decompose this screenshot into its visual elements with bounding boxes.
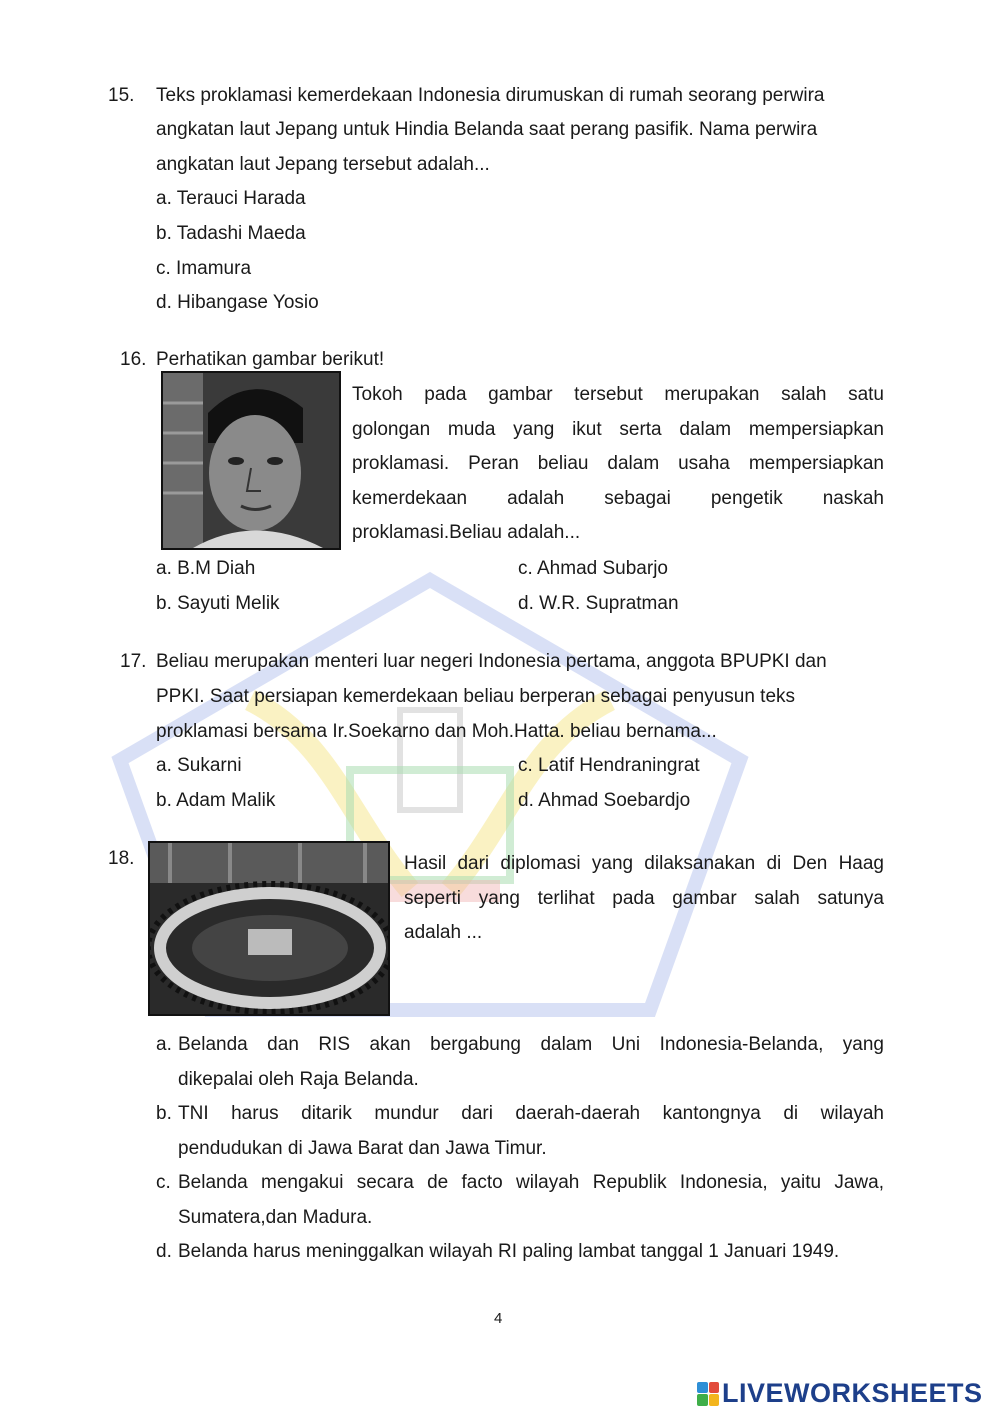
question-16-line: proklamasi.Beliau adalah... bbox=[352, 522, 581, 543]
conference-image bbox=[150, 843, 388, 1014]
question-16-line: kemerdekaan adalah sebagai pengetik naskah bbox=[352, 487, 884, 509]
question-15-line: Teks proklamasi kemerdekaan Indonesia dirumuskan di rumah seorang perwira bbox=[156, 85, 825, 106]
question-17-option-b[interactable]: b. Adam Malik bbox=[156, 790, 276, 811]
option-letter: b. bbox=[156, 1103, 172, 1124]
question-18-line: seperti yang terlihat pada gambar salah satunya bbox=[404, 887, 884, 909]
question-18-options bbox=[156, 1028, 884, 1270]
option-text: dikepalai oleh Raja Belanda. bbox=[178, 1068, 419, 1090]
question-16-number: 16. bbox=[120, 349, 147, 370]
option-letter: a. bbox=[156, 1034, 172, 1055]
question-18-option-a[interactable] bbox=[156, 1028, 884, 1097]
option-text: Belanda dan RIS akan bergabung dalam Uni Indonesia-Belanda, yang bbox=[178, 1034, 884, 1055]
question-18-option-c[interactable] bbox=[156, 1166, 884, 1235]
option-text: pendudukan di Jawa Barat dan Jawa Timur. bbox=[178, 1137, 547, 1159]
portrait-image bbox=[163, 373, 339, 548]
question-15-option-a[interactable]: a. Terauci Harada bbox=[156, 188, 306, 209]
page-number: 4 bbox=[494, 1310, 503, 1327]
option-letter: d. bbox=[156, 1241, 172, 1262]
liveworksheets-brand: LIVEWORKSHEETS bbox=[722, 1378, 983, 1408]
question-15-number: 15. bbox=[108, 85, 135, 106]
question-18-line: Hasil dari diplomasi yang dilaksanakan di Den Haag bbox=[404, 853, 884, 874]
option-text: Sumatera,dan Madura. bbox=[178, 1206, 373, 1228]
question-17-line: Beliau merupakan menteri luar negeri Indonesia pertama, anggota BPUPKI dan bbox=[156, 651, 827, 672]
question-16-intro: Perhatikan gambar berikut! bbox=[156, 349, 385, 370]
question-18-line: adalah ... bbox=[404, 922, 483, 943]
question-17-line: PPKI. Saat persiapan kemerdekaan beliau berperan sebagai penyusun teks bbox=[156, 686, 796, 707]
question-17-number: 17. bbox=[120, 651, 147, 672]
question-18-option-b[interactable] bbox=[156, 1097, 884, 1166]
question-16-line: proklamasi. Peran beliau dalam usaha mempersiapkan bbox=[352, 453, 884, 474]
question-15-line: angkatan laut Jepang tersebut adalah... bbox=[156, 154, 490, 175]
portrait-photo bbox=[161, 371, 341, 550]
question-17-line: proklamasi bersama Ir.Soekarno dan Moh.Hatta. beliau bernama... bbox=[156, 721, 717, 742]
question-17-option-a[interactable]: a. Sukarni bbox=[156, 755, 242, 776]
question-16-option-b[interactable]: b. Sayuti Melik bbox=[156, 593, 280, 614]
question-15-line: angkatan laut Jepang untuk Hindia Belanda saat perang pasifik. Nama perwira bbox=[156, 119, 818, 140]
option-text: TNI harus ditarik mundur dari daerah-daerah kantongnya di wilayah bbox=[178, 1103, 884, 1124]
question-18-text bbox=[404, 847, 884, 951]
question-16-line: Tokoh pada gambar tersebut merupakan salah satu bbox=[352, 384, 884, 405]
option-letter: c. bbox=[156, 1172, 171, 1193]
question-18-option-d[interactable] bbox=[156, 1235, 884, 1270]
conference-photo bbox=[148, 841, 390, 1016]
option-text: Belanda mengakui secara de facto wilayah Republik Indonesia, yaitu Jawa, bbox=[178, 1172, 884, 1193]
question-16-text bbox=[352, 378, 884, 551]
question-15-option-c[interactable]: c. Imamura bbox=[156, 258, 252, 279]
question-16-option-c[interactable]: c. Ahmad Subarjo bbox=[518, 558, 668, 579]
question-15-option-b[interactable]: b. Tadashi Maeda bbox=[156, 223, 306, 244]
question-16-option-d[interactable]: d. W.R. Supratman bbox=[518, 593, 679, 614]
question-16-option-a[interactable]: a. B.M Diah bbox=[156, 558, 256, 579]
question-15-option-d[interactable]: d. Hibangase Yosio bbox=[156, 292, 319, 313]
question-17-option-d[interactable]: d. Ahmad Soebardjo bbox=[518, 790, 691, 811]
liveworksheets-badge-icon bbox=[697, 1382, 719, 1406]
liveworksheets-logo[interactable] bbox=[697, 1378, 983, 1409]
option-text: Belanda harus meninggalkan wilayah RI paling lambat tanggal 1 Januari 1949. bbox=[178, 1241, 840, 1262]
question-16-line: golongan muda yang ikut serta dalam mempersiapkan bbox=[352, 418, 884, 440]
question-18-number: 18. bbox=[108, 848, 135, 869]
question-17-option-c[interactable]: c. Latif Hendraningrat bbox=[518, 755, 700, 776]
